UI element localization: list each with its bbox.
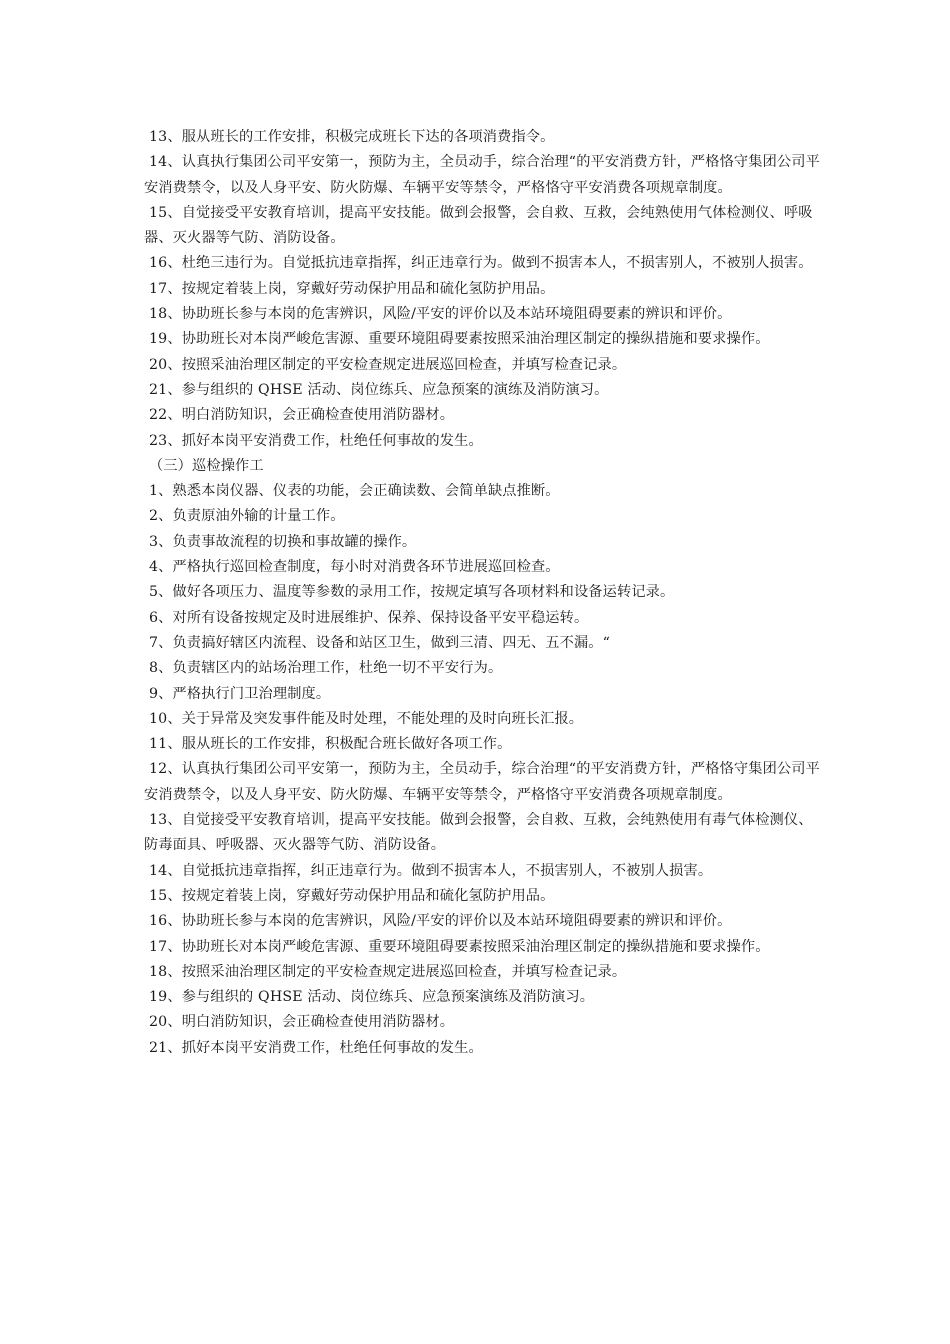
paragraph: 16、协助班长参与本岗的危害辨识，风险/平安的评价以及本站环境阻碍要素的辨识和评价。 — [149, 913, 732, 930]
paragraph: 18、按照采油治理区制定的平安检查规定进展巡回检查，并填写检查记录。 — [149, 963, 627, 980]
paragraph: 2、负责原油外输的计量工作。 — [149, 508, 345, 525]
paragraph: 20、明白消防知识，会正确检查使用消防器材。 — [149, 1014, 455, 1031]
paragraph: 7、负责搞好辖区内流程、设备和站区卫生，做到三清、四无、五不漏。“ — [149, 634, 611, 651]
paragraph: 11、服从班长的工作安排，积极配合班长做好各项工作。 — [149, 736, 512, 753]
paragraph: 17、协助班长对本岗严峻危害源、重要环境阻碍要素按照采油治理区制定的操纵措施和要求操作。 — [149, 938, 770, 955]
paragraph: 13、服从班长的工作安排，积极完成班长下达的各项消费指令。 — [149, 129, 555, 145]
paragraph: 9、严格执行门卫治理制度。 — [149, 685, 331, 702]
paragraph: 22、明白消防知识，会正确检查使用消防器材。 — [149, 407, 455, 424]
paragraph: 4、严格执行巡回检查制度，每小时对消费各环节进展巡回检查。 — [149, 559, 560, 576]
paragraph: 21、参与组织的 QHSE 活动、岗位练兵、应急预案的演练及消防演习。 — [149, 381, 609, 398]
paragraph: 1、熟悉本岗仪器、仪表的功能，会正确读数、会简单缺点推断。 — [149, 483, 560, 500]
paragraph: 17、按规定着装上岗，穿戴好劳动保护用品和硫化氢防护用品。 — [149, 280, 555, 297]
paragraph: 19、参与组织的 QHSE 活动、岗位练兵、应急预案演练及消防演习。 — [149, 989, 595, 1006]
paragraph: 15、按规定着装上岗，穿戴好劳动保护用品和硫化氢防护用品。 — [149, 887, 555, 904]
paragraph: 6、对所有设备按规定及时进展维护、保养、保持设备平安平稳运转。 — [149, 609, 589, 626]
paragraph: 3、负责事故流程的切换和事故罐的操作。 — [149, 533, 417, 550]
paragraph: 23、抓好本岗平安消费工作，杜绝任何事故的发生。 — [149, 432, 483, 449]
paragraph: 19、协助班长对本岗严峻危害源、重要环境阻碍要素按照采油治理区制定的操纵措施和要求操作。 — [149, 331, 770, 348]
paragraph: 18、协助班长参与本岗的危害辨识，风险/平安的评价以及本站环境阻碍要素的辨识和评价。 — [149, 306, 732, 323]
document-body — [144, 125, 824, 1061]
paragraph: 10、关于异常及突发事件能及时处理，不能处理的及时向班长汇报。 — [149, 710, 584, 727]
paragraph: 21、抓好本岗平安消费工作，杜绝任何事故的发生。 — [149, 1039, 483, 1056]
paragraph: 8、负责辖区内的站场治理工作，杜绝一切不平安行为。 — [149, 660, 503, 677]
paragraph: 12、认真执行集团公司平安第一，预防为主，全员动手，综合治理“的平安消费方针，严格恪守集团公司平安消费禁令，以及人身平安、防火防爆、车辆平安等禁令，严格恪守平安消费各项规章制度。 — [144, 761, 820, 803]
paragraph: 14、自觉抵抗违章指挥，纠正违章行为。做到不损害本人，不损害别人，不被别人损害。 — [149, 862, 713, 879]
paragraph: 5、做好各项压力、温度等参数的录用工作，按规定填写各项材料和设备运转记录。 — [149, 584, 675, 601]
paragraph: 13、自觉接受平安教育培训，提高平安技能。做到会报警，会自救、互救，会纯熟使用有毒气体检测仪、防毒面具、呼吸器、灭火器等气防、消防设备。 — [144, 812, 813, 854]
paragraph: 14、认真执行集团公司平安第一，预防为主，全员动手，综合治理“的平安消费方针，严格恪守集团公司平安消费禁令，以及人身平安、防火防爆、车辆平安等禁令，严格恪守平安消费各项规章制度。 — [144, 154, 820, 196]
paragraph: 16、杜绝三违行为。自觉抵抗违章指挥，纠正违章行为。做到不损害本人，不损害别人，不被别人损害。 — [149, 255, 813, 272]
section-heading: （三）巡检操作工 — [149, 457, 264, 474]
paragraph: 15、自觉接受平安教育培训，提高平安技能。做到会报警，会自救、互救，会纯熟使用气体检测仪、呼吸器、灭火器等气防、消防设备。 — [144, 204, 813, 247]
paragraph: 20、按照采油治理区制定的平安检查规定进展巡回检查，并填写检查记录。 — [149, 356, 627, 373]
